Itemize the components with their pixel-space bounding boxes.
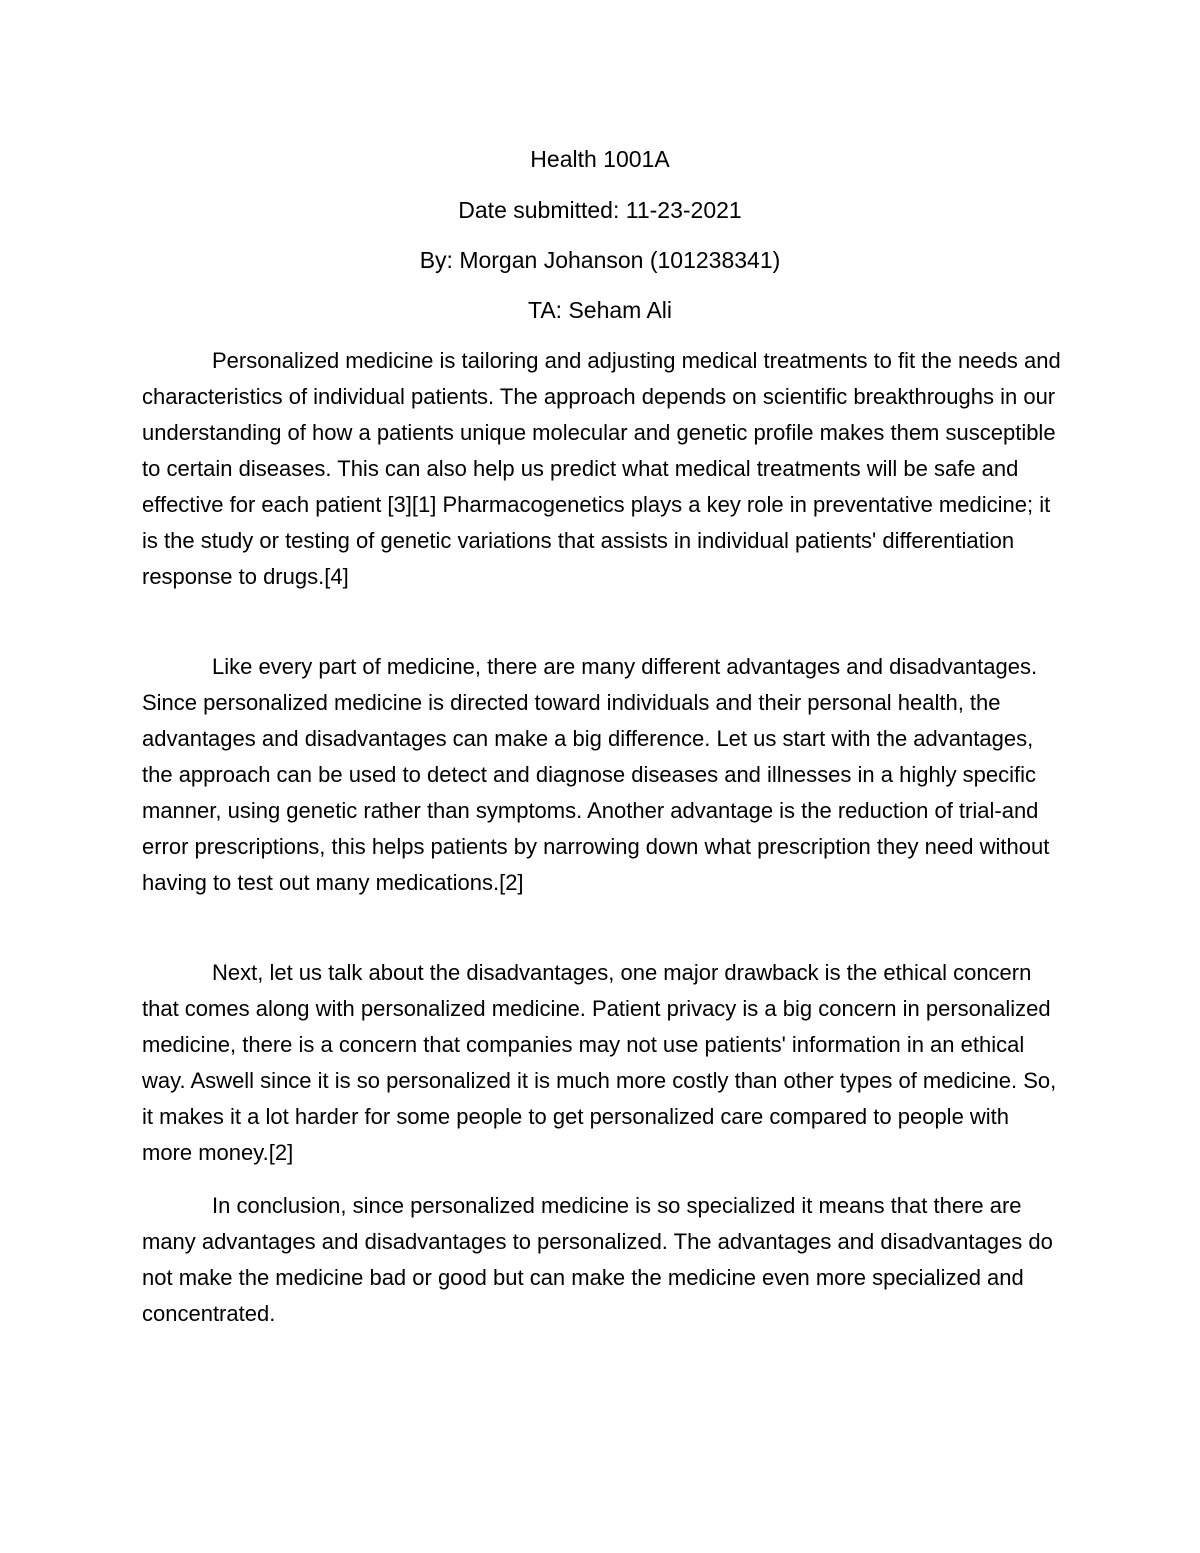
paragraph-advantages: Like every part of medicine, there are many different advantages and disadvantages. Since personalized medicine is directed toward individuals and their personal health, the advantages and disadvantages can make a big difference. Let us start with the advantages, the approach can be used to detect and diagnose diseases and illnesses in a highly specific manner, using genetic rather than symptoms. Another advantage is the reduction of trial-and error prescriptions, this helps patients by narrowing down what prescription they need without having to test out many medications.[2] bbox=[142, 654, 1050, 895]
paragraph-intro: Personalized medicine is tailoring and adjusting medical treatments to fit the needs and characteristics of individual patients. The approach depends on scientific breakthroughs in our understanding of how a patients unique molecular and genetic profile makes them susceptible to certain diseases. This can also help us predict what medical treatments will be safe and effective for each patient [3][1] Pharmacogenetics plays a key role in preventative medicine; it is the study or testing of genetic variations that assists in individual patients' differentiation response to drugs.[4] bbox=[142, 348, 1061, 589]
ta-line: TA: Seham Ali bbox=[527, 297, 673, 323]
paragraph-disadvantages: Next, let us talk about the disadvantages, one major drawback is the ethical concern that comes along with personalized medicine. Patient privacy is a big concern in personalized medicine, there is a concern that companies may not use patients' information in an ethical way. Aswell since it is so personalized it is much more costly than other types of medicine. So, it makes it a lot harder for some people to get personalized care compared to people with more money.[2] bbox=[142, 960, 1057, 1165]
paragraph-conclusion: In conclusion, since personalized medicine is so specialized it means that there are many advantages and disadvantages to personalized. The advantages and disadvantages do not make the medicine bad or good but can make the medicine even more specialized and concentrated. bbox=[142, 1193, 1053, 1326]
date-submitted: Date submitted: 11-23-2021 bbox=[458, 197, 742, 223]
author-line: By: Morgan Johanson (101238341) bbox=[419, 247, 781, 273]
course-title: Health 1001A bbox=[530, 146, 670, 172]
